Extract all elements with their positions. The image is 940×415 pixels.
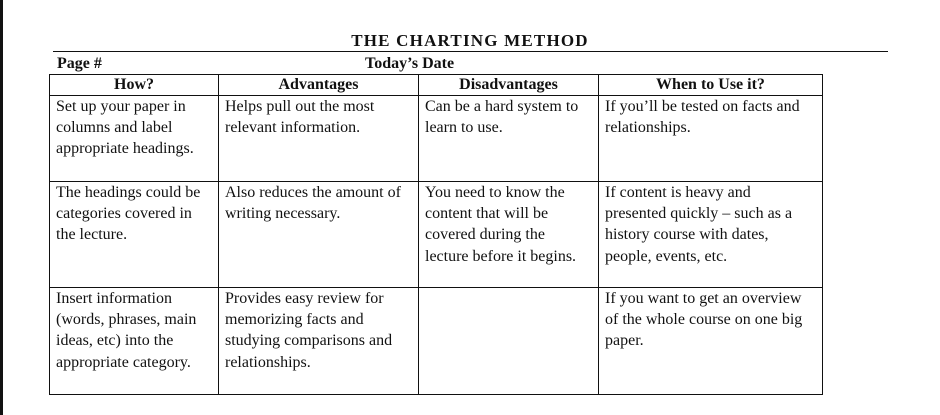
- title-underline: [53, 51, 888, 52]
- header-how: How?: [50, 75, 219, 96]
- cell-advantages: Also reduces the amount of writing necessary.: [219, 182, 419, 288]
- cell-when-to-use: If you want to get an overview of the whole course on one big paper.: [599, 288, 823, 395]
- todays-date-label: Today’s Date: [365, 55, 455, 72]
- cell-disadvantages: You need to know the content that will be covered during the lecture before it begins.: [419, 182, 599, 288]
- page-number-label: Page #: [57, 55, 102, 72]
- table-row: [50, 182, 823, 288]
- left-edge-border: [0, 0, 3, 415]
- header-when-to-use: When to Use it?: [599, 75, 823, 96]
- header-disadvantages: Disadvantages: [419, 75, 599, 96]
- cell-how: Insert information (words, phrases, main ideas, etc) into the appropriate category.: [50, 288, 219, 395]
- cell-advantages: Provides easy review for memorizing facts and studying comparisons and relationships.: [219, 288, 419, 395]
- header-advantages: Advantages: [219, 75, 419, 96]
- table-row: [50, 288, 823, 395]
- header-row: [50, 75, 823, 96]
- cell-advantages: Helps pull out the most relevant information.: [219, 96, 419, 182]
- document-title: THE CHARTING METHOD: [351, 31, 589, 50]
- cell-when-to-use: If content is heavy and presented quickly – such as a history course with dates, people, events, etc.: [599, 182, 823, 288]
- cell-how: Set up your paper in columns and label appropriate headings.: [50, 96, 219, 182]
- cell-how: The headings could be categories covered in the lecture.: [50, 182, 219, 288]
- cell-disadvantages: [419, 288, 599, 395]
- cell-when-to-use: If you’ll be tested on facts and relationships.: [599, 96, 823, 182]
- cell-disadvantages: Can be a hard system to learn to use.: [419, 96, 599, 182]
- table-row: [50, 96, 823, 182]
- charting-method-table: [49, 74, 823, 395]
